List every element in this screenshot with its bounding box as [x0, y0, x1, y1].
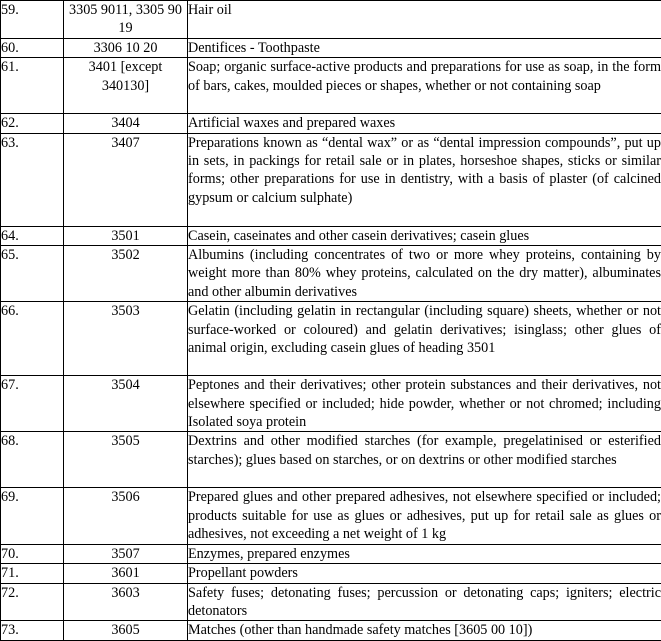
hsn-code: 3506 — [64, 488, 188, 544]
serial-number: 73. — [1, 621, 64, 640]
serial-number: 67. — [1, 376, 64, 432]
table-row — [1, 133, 661, 226]
item-description: Artificial waxes and prepared waxes — [188, 114, 661, 133]
item-description: Albumins (including concentrates of two or more whey proteins, containing by weight more than 80% whey proteins, calculated on the dry matter), albuminates and other albumin derivatives — [188, 246, 661, 302]
serial-number: 61. — [1, 58, 64, 114]
serial-number: 70. — [1, 544, 64, 563]
hsn-code: 3501 — [64, 226, 188, 245]
serial-number: 62. — [1, 114, 64, 133]
item-description: Preparations known as “dental wax” or as “dental impression compounds”, put up in sets, in packings for retail sale or in plates, horseshoe shapes, sticks or similar forms; other preparations for use in dentistry, with a basis of plaster (of calcined gypsum or calcium sulphate) — [188, 133, 661, 226]
table-row — [1, 302, 661, 376]
item-description: Soap; organic surface-active products and preparations for use as soap, in the form of bars, cakes, moulded pieces or shapes, whether or not containing soap — [188, 58, 661, 114]
table-row — [1, 583, 661, 621]
serial-number: 65. — [1, 246, 64, 302]
serial-number: 64. — [1, 226, 64, 245]
serial-number: 66. — [1, 302, 64, 376]
hsn-code: 3507 — [64, 544, 188, 563]
item-description: Casein, caseinates and other casein derivatives; casein glues — [188, 226, 661, 245]
item-description: Safety fuses; detonating fuses; percussion or detonating caps; igniters; electric detonators — [188, 583, 661, 621]
hsn-code: 3407 — [64, 133, 188, 226]
item-description: Enzymes, prepared enzymes — [188, 544, 661, 563]
hsn-code: 3605 — [64, 621, 188, 640]
table-row — [1, 246, 661, 302]
table-row — [1, 226, 661, 245]
item-description: Peptones and their derivatives; other protein substances and their derivatives, not elsewhere specified or included; hide powder, whether or not chromed; including Isolated soya protein — [188, 376, 661, 432]
table-row — [1, 1, 661, 39]
serial-number: 68. — [1, 432, 64, 488]
hsn-code: 3504 — [64, 376, 188, 432]
hsn-code: 3502 — [64, 246, 188, 302]
serial-number: 63. — [1, 133, 64, 226]
hsn-code: 3404 — [64, 114, 188, 133]
item-description: Dentifices - Toothpaste — [188, 38, 661, 57]
hsn-code: 3503 — [64, 302, 188, 376]
table-row — [1, 376, 661, 432]
table-row — [1, 621, 661, 640]
table-row — [1, 544, 661, 563]
table-row — [1, 114, 661, 133]
hsn-code: 3401 [except 340130] — [64, 58, 188, 114]
item-description: Propellant powders — [188, 564, 661, 583]
item-description: Hair oil — [188, 1, 661, 39]
hsn-code: 3601 — [64, 564, 188, 583]
item-description: Matches (other than handmade safety matches [3605 00 10]) — [188, 621, 661, 640]
hsn-code: 3306 10 20 — [64, 38, 188, 57]
item-description: Dextrins and other modified starches (for example, pregelatinised or esterified starches); glues based on starches, or on dextrins or other modified starches — [188, 432, 661, 488]
table-row — [1, 432, 661, 488]
hsn-code: 3603 — [64, 583, 188, 621]
table-row — [1, 488, 661, 544]
serial-number: 72. — [1, 583, 64, 621]
tariff-table-body — [1, 1, 661, 641]
serial-number: 59. — [1, 1, 64, 39]
item-description: Prepared glues and other prepared adhesives, not elsewhere specified or included; products suitable for use as glues or adhesives, put up for retail sale as glues or adhesives, not exceeding a net weight of 1 kg — [188, 488, 661, 544]
item-description: Gelatin (including gelatin in rectangular (including square) sheets, whether or not surface-worked or coloured) and gelatin derivatives; isinglass; other glues of animal origin, excluding casein glues of heading 3501 — [188, 302, 661, 376]
serial-number: 71. — [1, 564, 64, 583]
hsn-code: 3505 — [64, 432, 188, 488]
hsn-code: 3305 9011, 3305 90 19 — [64, 1, 188, 39]
table-row — [1, 564, 661, 583]
serial-number: 69. — [1, 488, 64, 544]
serial-number: 60. — [1, 38, 64, 57]
table-row — [1, 38, 661, 57]
table-row — [1, 58, 661, 114]
